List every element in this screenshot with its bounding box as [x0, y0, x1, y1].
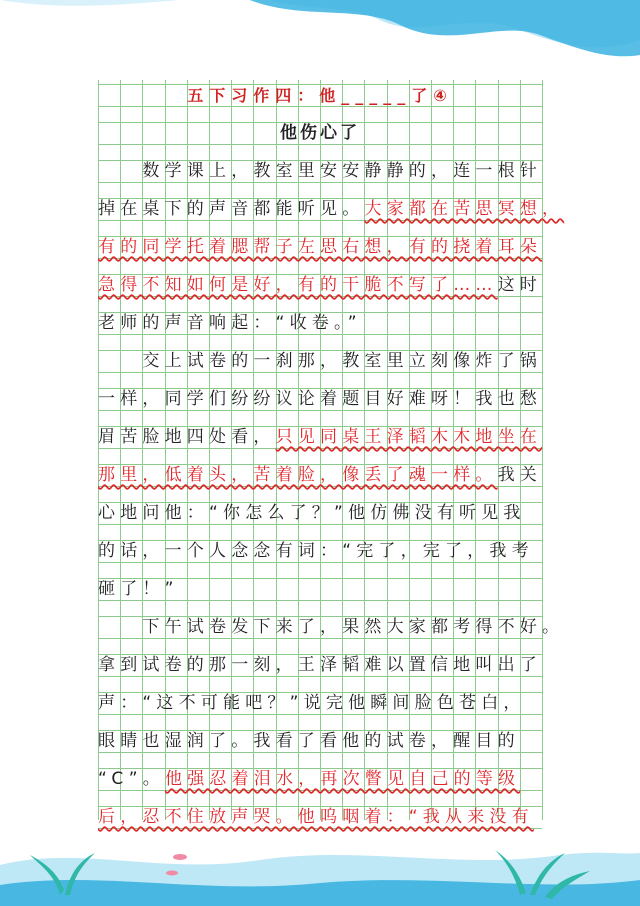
highlighted-text: 他强忍着泪水，再次瞥见自己的等级 — [165, 769, 521, 789]
highlighted-text: 那里，低着头，苦着脸，像丢了魂一样。 — [98, 465, 498, 485]
essay-line — [98, 578, 542, 601]
essay-text: 交上试卷的一刹那，教室里立刻像炸了锅 — [98, 351, 542, 371]
essay-text: 掉在桌下的声音都能听见。 — [98, 199, 365, 219]
highlighted-text: 大家都在苦思冥想， — [364, 199, 565, 219]
assignment-header — [98, 84, 542, 107]
essay-line — [98, 502, 542, 525]
essay-text: 眼睛也湿润了。我看了看他的试卷，醒目的 — [98, 731, 520, 751]
essay-line — [98, 730, 542, 753]
top-wave-decoration — [0, 0, 640, 75]
essay-line — [98, 540, 542, 563]
highlighted-text: 急得不知如何是好，有的干脆不写了…… — [98, 275, 498, 295]
essay-line — [98, 464, 542, 487]
essay-line — [98, 160, 542, 183]
essay-line — [98, 768, 542, 791]
essay-text: “C”。 — [98, 769, 165, 789]
essay-line — [98, 350, 542, 373]
essay-text: 声：“这不可能吧？”说完他瞬间脸色苍白， — [98, 693, 526, 713]
essay-line — [98, 692, 542, 715]
essay-text: 下午试卷发下来了，果然大家都考得不好。 — [98, 617, 565, 637]
essay-line — [98, 616, 565, 639]
essay-line — [98, 236, 542, 259]
header-blank: _____ — [341, 86, 412, 105]
essay-text: 砸了！” — [98, 579, 179, 599]
essay-text: 老师的声音响起：“收卷。” — [98, 313, 362, 333]
essay-title: 他伤心了 — [280, 123, 360, 143]
essay-text: 数学课上，教室里安安静静的，连一根针 — [98, 161, 542, 181]
essay-text: 的话，一个人念念有词：“完了，完了，我考 — [98, 541, 534, 561]
highlighted-text: 有的同学托着腮帮子左思右想，有的挠着耳朵 — [98, 237, 542, 257]
essay-grid-paper — [98, 80, 565, 827]
essay-line — [98, 654, 542, 677]
header-task-label: 五下习作四：他 — [187, 86, 342, 105]
essay-line — [98, 312, 542, 335]
grid-column-line — [542, 80, 543, 820]
essay-text: 拿到试卷的那一刻，王泽韬难以置信地叫出了 — [98, 655, 542, 675]
bottom-wave-decoration — [0, 815, 640, 906]
essay-text: 心地问他：“你怎么了？”他仿佛没有听见我 — [98, 503, 526, 523]
highlighted-text: 后，忍不住放声哭。他呜咽着：“我从来没有 — [98, 807, 534, 827]
header-task-suffix: 了④ — [411, 86, 453, 105]
essay-line — [98, 426, 542, 449]
essay-line — [98, 274, 542, 297]
highlighted-text: 只见同桌王泽韬木木地坐在 — [275, 427, 543, 447]
essay-line — [98, 198, 565, 221]
essay-text: 眉苦脸地四处看， — [98, 427, 276, 447]
essay-line — [98, 388, 542, 411]
essay-text: 这时 — [497, 275, 543, 295]
essay-text: 我关 — [497, 465, 543, 485]
essay-text: 一样，同学们纷纷议论着题目好难呀！我也愁 — [98, 389, 542, 409]
